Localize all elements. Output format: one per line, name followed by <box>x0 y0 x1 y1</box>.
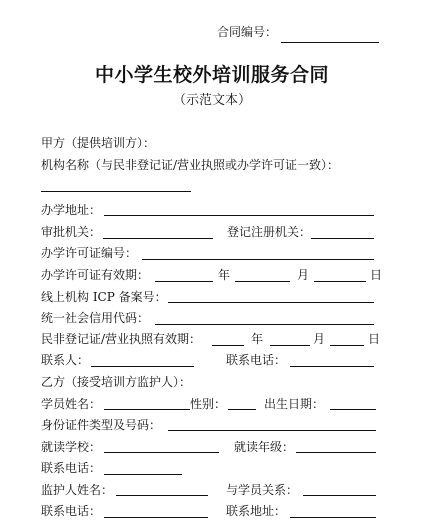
contract-no-field[interactable] <box>281 42 379 43</box>
contact-label: 联系人： <box>41 353 90 367</box>
registration-org-field[interactable] <box>311 238 374 239</box>
phone-label: 联系电话： <box>226 353 287 367</box>
contract-no-label: 合同编号： <box>217 25 278 39</box>
birth-label: 出生日期： <box>264 397 325 411</box>
approval-org-label: 审批机关： <box>41 225 102 239</box>
license-month-field[interactable] <box>270 345 310 346</box>
license-month-label: 月 <box>313 332 326 346</box>
permit-no-field[interactable] <box>142 259 374 260</box>
party-b-heading: 乙方（接受培训方监护人）： <box>41 375 192 389</box>
license-year-label: 年 <box>251 332 264 346</box>
icp-label: 线上机构 ICP 备案号： <box>41 290 167 304</box>
guardian-name-label: 监护人姓名： <box>41 483 114 497</box>
guardian-address-label: 联系地址： <box>226 504 287 518</box>
credit-code-label: 统一社会信用代码： <box>41 311 150 325</box>
relation-field[interactable] <box>303 495 376 496</box>
address-field[interactable] <box>104 215 374 216</box>
guardian-address-field[interactable] <box>290 517 376 518</box>
permit-year-label: 年 <box>218 268 231 282</box>
student-phone-field[interactable] <box>104 474 182 475</box>
party-a-heading: 甲方（提供培训方）： <box>41 136 156 150</box>
guardian-name-field[interactable] <box>116 495 208 496</box>
permit-validity-label: 办学许可证有效期： <box>41 268 150 282</box>
school-label: 就读学校： <box>41 440 102 454</box>
grade-field[interactable] <box>296 452 376 453</box>
id-label: 身份证件类型及号码： <box>41 418 162 432</box>
birth-field[interactable] <box>330 409 376 410</box>
icp-field[interactable] <box>168 302 374 303</box>
document-subtitle: （示范文本） <box>172 93 251 108</box>
license-validity-label: 民非登记证/营业执照有效期： <box>41 332 202 346</box>
permit-month-field[interactable] <box>235 281 290 282</box>
permit-month-label: 月 <box>297 268 310 282</box>
license-day-label: 日 <box>368 332 381 346</box>
guardian-phone-label: 联系电话： <box>41 504 102 518</box>
id-field[interactable] <box>168 430 376 431</box>
permit-year-field[interactable] <box>155 281 213 282</box>
guardian-phone-field[interactable] <box>104 517 208 518</box>
gender-label: 性别： <box>190 397 227 411</box>
contact-field[interactable] <box>91 366 194 367</box>
relation-label: 与学员关系： <box>226 483 299 497</box>
org-name-field[interactable] <box>41 191 191 192</box>
approval-org-field[interactable] <box>103 238 213 239</box>
school-field[interactable] <box>104 452 219 453</box>
address-label: 办学地址： <box>41 203 102 217</box>
registration-org-label: 登记注册机关： <box>227 225 312 239</box>
student-phone-label: 联系电话： <box>41 461 102 475</box>
org-name-label: 机构名称（与民非登记证/营业执照或办学许可证一致）： <box>41 158 340 172</box>
license-day-field[interactable] <box>330 345 364 346</box>
student-name-field[interactable] <box>104 409 190 410</box>
document-title: 中小学生校外培训服务合同 <box>94 64 329 86</box>
credit-code-field[interactable] <box>155 324 374 325</box>
student-name-label: 学员姓名： <box>41 397 102 411</box>
gender-field[interactable] <box>228 409 256 410</box>
permit-no-label: 办学许可证编号： <box>41 246 138 260</box>
permit-day-field[interactable] <box>314 281 366 282</box>
license-year-field[interactable] <box>212 345 244 346</box>
permit-day-label: 日 <box>370 268 383 282</box>
grade-label: 就读年级： <box>234 440 295 454</box>
phone-field[interactable] <box>290 366 374 367</box>
